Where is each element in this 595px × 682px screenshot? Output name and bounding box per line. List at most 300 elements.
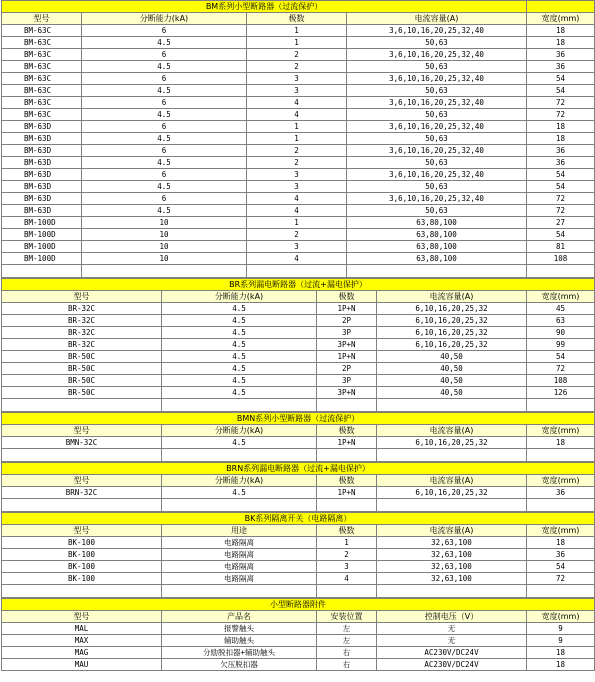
model-cell: BK-100	[2, 549, 162, 561]
blank-cell	[317, 449, 377, 462]
model-cell: BM-63D	[2, 133, 82, 145]
table-cell: 4.5	[162, 487, 317, 499]
table-cell: 72	[527, 363, 595, 375]
table-cell: 4.5	[82, 205, 247, 217]
column-header: 宽度(mm)	[527, 425, 595, 437]
table-cell: 54	[527, 351, 595, 363]
section-title: BMN系列小型断路器（过流保护）	[2, 413, 595, 425]
table-row	[2, 121, 595, 133]
table-cell: 4.5	[162, 339, 317, 351]
blank-cell	[347, 265, 527, 278]
table-cell: 6,10,16,20,25,32	[377, 339, 527, 351]
table-cell: 2	[247, 229, 347, 241]
table-cell: 6	[82, 121, 247, 133]
table-cell: 3,6,10,16,20,25,32,40	[347, 73, 527, 85]
table-cell: 36	[527, 145, 595, 157]
table-cell: 63,80,100	[347, 241, 527, 253]
model-cell: MAG	[2, 647, 162, 659]
model-cell: BM-100D	[2, 241, 82, 253]
table-row	[2, 97, 595, 109]
table-cell: 2P	[317, 363, 377, 375]
blank-cell	[82, 265, 247, 278]
table-cell: 54	[527, 181, 595, 193]
table-cell: 欠压脱扣器	[162, 659, 317, 671]
blank-row	[2, 265, 595, 278]
table-cell: 2	[247, 49, 347, 61]
table-cell: 4.5	[162, 315, 317, 327]
table-cell: 45	[527, 303, 595, 315]
table-row	[2, 573, 595, 585]
table-cell: 3,6,10,16,20,25,32,40	[347, 193, 527, 205]
column-header: 分断能力(kA)	[162, 291, 317, 303]
table-cell: 18	[527, 25, 595, 37]
table-cell: 72	[527, 97, 595, 109]
model-cell: BR-50C	[2, 351, 162, 363]
model-cell: BM-63D	[2, 121, 82, 133]
model-cell: BK-100	[2, 561, 162, 573]
table-row	[2, 85, 595, 97]
table-cell: 6	[82, 25, 247, 37]
table-cell: 40,50	[377, 351, 527, 363]
table-cell: 左	[317, 623, 377, 635]
column-header: 产品名	[162, 611, 317, 623]
table-cell: 63	[527, 315, 595, 327]
table-cell: 36	[527, 549, 595, 561]
model-cell: BM-100D	[2, 229, 82, 241]
blank-cell	[162, 449, 317, 462]
blank-cell	[2, 265, 82, 278]
title-filler-cell	[527, 1, 595, 13]
table-cell: 1P+N	[317, 351, 377, 363]
table-cell: 4	[247, 97, 347, 109]
table-row	[2, 339, 595, 351]
table-cell: 辅助触头	[162, 635, 317, 647]
model-cell: BM-63D	[2, 169, 82, 181]
table-cell: 6,10,16,20,25,32	[377, 327, 527, 339]
column-header: 分断能力(kA)	[162, 475, 317, 487]
table-cell: 电路隔离	[162, 573, 317, 585]
table-cell: 27	[527, 217, 595, 229]
table-row	[2, 37, 595, 49]
table-cell: 40,50	[377, 363, 527, 375]
table-cell: 63,80,100	[347, 229, 527, 241]
table-row	[2, 635, 595, 647]
section-title: BM系列小型断路器（过流保护）	[2, 1, 527, 13]
table-cell: 3,6,10,16,20,25,32,40	[347, 121, 527, 133]
column-header: 型号	[2, 13, 82, 25]
model-cell: BR-32C	[2, 327, 162, 339]
model-cell: BK-100	[2, 573, 162, 585]
table-cell: 18	[527, 537, 595, 549]
table-cell: 54	[527, 561, 595, 573]
table-cell: 3P+N	[317, 339, 377, 351]
table-cell: 6	[82, 73, 247, 85]
blank-cell	[2, 449, 162, 462]
table-row	[2, 61, 595, 73]
blank-cell	[377, 499, 527, 512]
table-cell: 6,10,16,20,25,32	[377, 487, 527, 499]
table-cell: 36	[527, 61, 595, 73]
column-header: 宽度(mm)	[527, 611, 595, 623]
table-cell: 3	[247, 73, 347, 85]
table-row	[2, 537, 595, 549]
table-row	[2, 157, 595, 169]
table-cell: 3	[247, 85, 347, 97]
blank-cell	[317, 399, 377, 412]
table-cell: 3	[247, 241, 347, 253]
table-cell: 10	[82, 241, 247, 253]
spec-table-section	[1, 412, 595, 462]
table-cell: 72	[527, 109, 595, 121]
table-cell: 54	[527, 229, 595, 241]
table-cell: 6	[82, 97, 247, 109]
section-title: BR系列漏电断路器（过流+漏电保护）	[2, 279, 595, 291]
model-cell: BR-32C	[2, 303, 162, 315]
table-row	[2, 437, 595, 449]
table-cell: 4.5	[82, 61, 247, 73]
blank-row	[2, 449, 595, 462]
table-cell: 4	[247, 205, 347, 217]
table-cell: 2	[247, 157, 347, 169]
table-row	[2, 375, 595, 387]
model-cell: BM-63C	[2, 73, 82, 85]
table-cell: 50,63	[347, 109, 527, 121]
table-row	[2, 315, 595, 327]
table-row	[2, 145, 595, 157]
table-cell: 50,63	[347, 85, 527, 97]
model-cell: BM-63C	[2, 85, 82, 97]
table-cell: 32,63,100	[377, 549, 527, 561]
blank-cell	[162, 585, 317, 598]
section-title: BK系列隔离开关（电路隔离）	[2, 513, 595, 525]
table-cell: 4.5	[162, 375, 317, 387]
product-spec-sheet	[1, 0, 594, 671]
table-cell: 2	[247, 145, 347, 157]
table-row	[2, 487, 595, 499]
table-cell: 54	[527, 85, 595, 97]
table-row	[2, 169, 595, 181]
table-cell: 108	[527, 253, 595, 265]
table-cell: 3,6,10,16,20,25,32,40	[347, 49, 527, 61]
table-cell: 36	[527, 157, 595, 169]
table-cell: 3,6,10,16,20,25,32,40	[347, 97, 527, 109]
table-cell: 81	[527, 241, 595, 253]
table-row	[2, 303, 595, 315]
model-cell: BM-100D	[2, 217, 82, 229]
model-cell: BRN-32C	[2, 487, 162, 499]
column-header: 电流容量(A)	[347, 13, 527, 25]
table-cell: 50,63	[347, 205, 527, 217]
blank-cell	[527, 585, 595, 598]
table-cell: 3	[247, 169, 347, 181]
column-header: 极数	[317, 475, 377, 487]
model-cell: BM-63D	[2, 205, 82, 217]
column-header: 宽度(mm)	[527, 291, 595, 303]
column-header: 分断能力(kA)	[82, 13, 247, 25]
table-cell: 40,50	[377, 387, 527, 399]
blank-cell	[162, 399, 317, 412]
blank-cell	[527, 265, 595, 278]
blank-cell	[317, 585, 377, 598]
model-cell: BK-100	[2, 537, 162, 549]
table-cell: 4.5	[82, 109, 247, 121]
model-cell: BM-63C	[2, 61, 82, 73]
column-header: 电流容量(A)	[377, 525, 527, 537]
table-cell: 2	[317, 549, 377, 561]
table-cell: 10	[82, 217, 247, 229]
table-cell: 4	[247, 109, 347, 121]
spec-table-section	[1, 512, 595, 598]
column-header: 型号	[2, 291, 162, 303]
table-row	[2, 623, 595, 635]
spec-table-section	[1, 462, 595, 512]
table-row	[2, 229, 595, 241]
model-cell: BM-63D	[2, 157, 82, 169]
column-header: 型号	[2, 425, 162, 437]
table-row	[2, 205, 595, 217]
blank-cell	[2, 399, 162, 412]
table-cell: 1P+N	[317, 437, 377, 449]
column-header: 安装位置	[317, 611, 377, 623]
table-cell: 32,63,100	[377, 537, 527, 549]
table-cell: 左	[317, 635, 377, 647]
table-cell: 4	[247, 193, 347, 205]
table-cell: 10	[82, 253, 247, 265]
table-cell: 4.5	[82, 37, 247, 49]
table-cell: 1	[317, 537, 377, 549]
model-cell: MAU	[2, 659, 162, 671]
column-header: 型号	[2, 525, 162, 537]
table-cell: 9	[527, 623, 595, 635]
spec-table-section	[1, 0, 595, 278]
table-row	[2, 109, 595, 121]
column-header: 电流容量(A)	[377, 425, 527, 437]
table-cell: 18	[527, 647, 595, 659]
table-cell: 6	[82, 193, 247, 205]
table-cell: 32,63,100	[377, 561, 527, 573]
model-cell: BM-63D	[2, 145, 82, 157]
table-row	[2, 387, 595, 399]
table-cell: 1P+N	[317, 487, 377, 499]
column-header: 极数	[317, 291, 377, 303]
table-cell: 分励脱扣器+辅助触头	[162, 647, 317, 659]
column-header: 型号	[2, 611, 162, 623]
table-cell: 6	[82, 145, 247, 157]
column-header: 分断能力(kA)	[162, 425, 317, 437]
table-cell: 2	[247, 61, 347, 73]
table-cell: 54	[527, 169, 595, 181]
column-header: 宽度(mm)	[527, 13, 595, 25]
blank-cell	[527, 499, 595, 512]
model-cell: BR-50C	[2, 375, 162, 387]
blank-cell	[317, 499, 377, 512]
table-cell: 18	[527, 437, 595, 449]
table-cell: 18	[527, 37, 595, 49]
table-cell: 报警触头	[162, 623, 317, 635]
table-cell: 3	[247, 181, 347, 193]
column-header: 电流容量(A)	[377, 291, 527, 303]
table-cell: 36	[527, 49, 595, 61]
table-cell: 54	[527, 73, 595, 85]
table-cell: 3,6,10,16,20,25,32,40	[347, 145, 527, 157]
table-cell: 6,10,16,20,25,32	[377, 437, 527, 449]
column-header: 宽度(mm)	[527, 525, 595, 537]
table-cell: 4.5	[162, 327, 317, 339]
table-cell: 4.5	[162, 387, 317, 399]
table-cell: 6,10,16,20,25,32	[377, 303, 527, 315]
table-cell: 无	[377, 623, 527, 635]
column-header: 宽度(mm)	[527, 475, 595, 487]
table-row	[2, 241, 595, 253]
column-header: 用途	[162, 525, 317, 537]
table-cell: 18	[527, 121, 595, 133]
blank-cell	[162, 499, 317, 512]
model-cell: BM-63D	[2, 181, 82, 193]
section-title: BRN系列漏电断路器（过流+漏电保护）	[2, 463, 595, 475]
model-cell: BR-32C	[2, 315, 162, 327]
model-cell: BM-100D	[2, 253, 82, 265]
table-cell: 1	[247, 121, 347, 133]
table-cell: 4.5	[162, 363, 317, 375]
table-cell: 18	[527, 133, 595, 145]
table-cell: 1	[247, 25, 347, 37]
table-cell: 126	[527, 387, 595, 399]
table-cell: 108	[527, 375, 595, 387]
table-cell: 3	[317, 561, 377, 573]
table-cell: 50,63	[347, 37, 527, 49]
table-cell: 99	[527, 339, 595, 351]
model-cell: MAX	[2, 635, 162, 647]
table-cell: 4.5	[162, 437, 317, 449]
table-cell: 电路隔离	[162, 561, 317, 573]
table-row	[2, 647, 595, 659]
table-cell: 无	[377, 635, 527, 647]
blank-cell	[527, 449, 595, 462]
table-cell: 4.5	[82, 85, 247, 97]
blank-row	[2, 499, 595, 512]
column-header: 极数	[317, 525, 377, 537]
table-row	[2, 561, 595, 573]
table-row	[2, 181, 595, 193]
table-row	[2, 73, 595, 85]
table-cell: 6	[82, 49, 247, 61]
table-cell: 32,63,100	[377, 573, 527, 585]
table-cell: 2P	[317, 315, 377, 327]
table-cell: 4.5	[82, 157, 247, 169]
table-cell: 3P	[317, 375, 377, 387]
table-cell: 4.5	[162, 303, 317, 315]
column-header: 控制电压（V）	[377, 611, 527, 623]
model-cell: BR-50C	[2, 363, 162, 375]
table-cell: 4.5	[82, 133, 247, 145]
table-cell: 1	[247, 217, 347, 229]
model-cell: BR-50C	[2, 387, 162, 399]
spec-table-section	[1, 598, 595, 671]
table-cell: 1	[247, 133, 347, 145]
table-cell: 72	[527, 193, 595, 205]
table-cell: 9	[527, 635, 595, 647]
table-cell: 电路隔离	[162, 537, 317, 549]
table-cell: 右	[317, 647, 377, 659]
table-cell: 3P	[317, 327, 377, 339]
table-cell: 36	[527, 487, 595, 499]
table-cell: 40,50	[377, 375, 527, 387]
table-row	[2, 49, 595, 61]
model-cell: BM-63C	[2, 25, 82, 37]
column-header: 极数	[247, 13, 347, 25]
model-cell: BM-63C	[2, 49, 82, 61]
table-row	[2, 549, 595, 561]
column-header: 电流容量(A)	[377, 475, 527, 487]
model-cell: BMN-32C	[2, 437, 162, 449]
table-cell: 72	[527, 573, 595, 585]
table-cell: 3,6,10,16,20,25,32,40	[347, 169, 527, 181]
table-row	[2, 363, 595, 375]
table-cell: 6,10,16,20,25,32	[377, 315, 527, 327]
table-cell: 6	[82, 169, 247, 181]
blank-row	[2, 399, 595, 412]
table-cell: 4	[317, 573, 377, 585]
table-row	[2, 193, 595, 205]
table-row	[2, 217, 595, 229]
table-cell: 3P+N	[317, 387, 377, 399]
table-cell: 50,63	[347, 181, 527, 193]
table-cell: AC230V/DC24V	[377, 647, 527, 659]
blank-row	[2, 585, 595, 598]
table-cell: 1	[247, 37, 347, 49]
table-cell: 50,63	[347, 157, 527, 169]
blank-cell	[527, 399, 595, 412]
table-cell: 右	[317, 659, 377, 671]
column-header: 极数	[317, 425, 377, 437]
table-row	[2, 25, 595, 37]
section-title: 小型断路器附件	[2, 599, 595, 611]
table-row	[2, 659, 595, 671]
blank-cell	[377, 449, 527, 462]
blank-cell	[377, 585, 527, 598]
model-cell: BM-63D	[2, 193, 82, 205]
table-cell: 4.5	[162, 351, 317, 363]
table-cell: AC230V/DC24V	[377, 659, 527, 671]
spec-table-section	[1, 278, 595, 412]
table-cell: 63,80,100	[347, 217, 527, 229]
table-cell: 50,63	[347, 133, 527, 145]
blank-cell	[377, 399, 527, 412]
table-row	[2, 327, 595, 339]
table-cell: 63,80,100	[347, 253, 527, 265]
table-cell: 4	[247, 253, 347, 265]
table-cell: 72	[527, 205, 595, 217]
table-row	[2, 351, 595, 363]
table-cell: 10	[82, 229, 247, 241]
table-cell: 电路隔离	[162, 549, 317, 561]
table-cell: 90	[527, 327, 595, 339]
column-header: 型号	[2, 475, 162, 487]
table-row	[2, 253, 595, 265]
table-cell: 1P+N	[317, 303, 377, 315]
model-cell: BM-63C	[2, 109, 82, 121]
blank-cell	[247, 265, 347, 278]
model-cell: BR-32C	[2, 339, 162, 351]
model-cell: BM-63C	[2, 37, 82, 49]
table-cell: 3,6,10,16,20,25,32,40	[347, 25, 527, 37]
model-cell: BM-63C	[2, 97, 82, 109]
blank-cell	[2, 585, 162, 598]
blank-cell	[2, 499, 162, 512]
model-cell: MAL	[2, 623, 162, 635]
table-cell: 4.5	[82, 181, 247, 193]
table-cell: 50,63	[347, 61, 527, 73]
